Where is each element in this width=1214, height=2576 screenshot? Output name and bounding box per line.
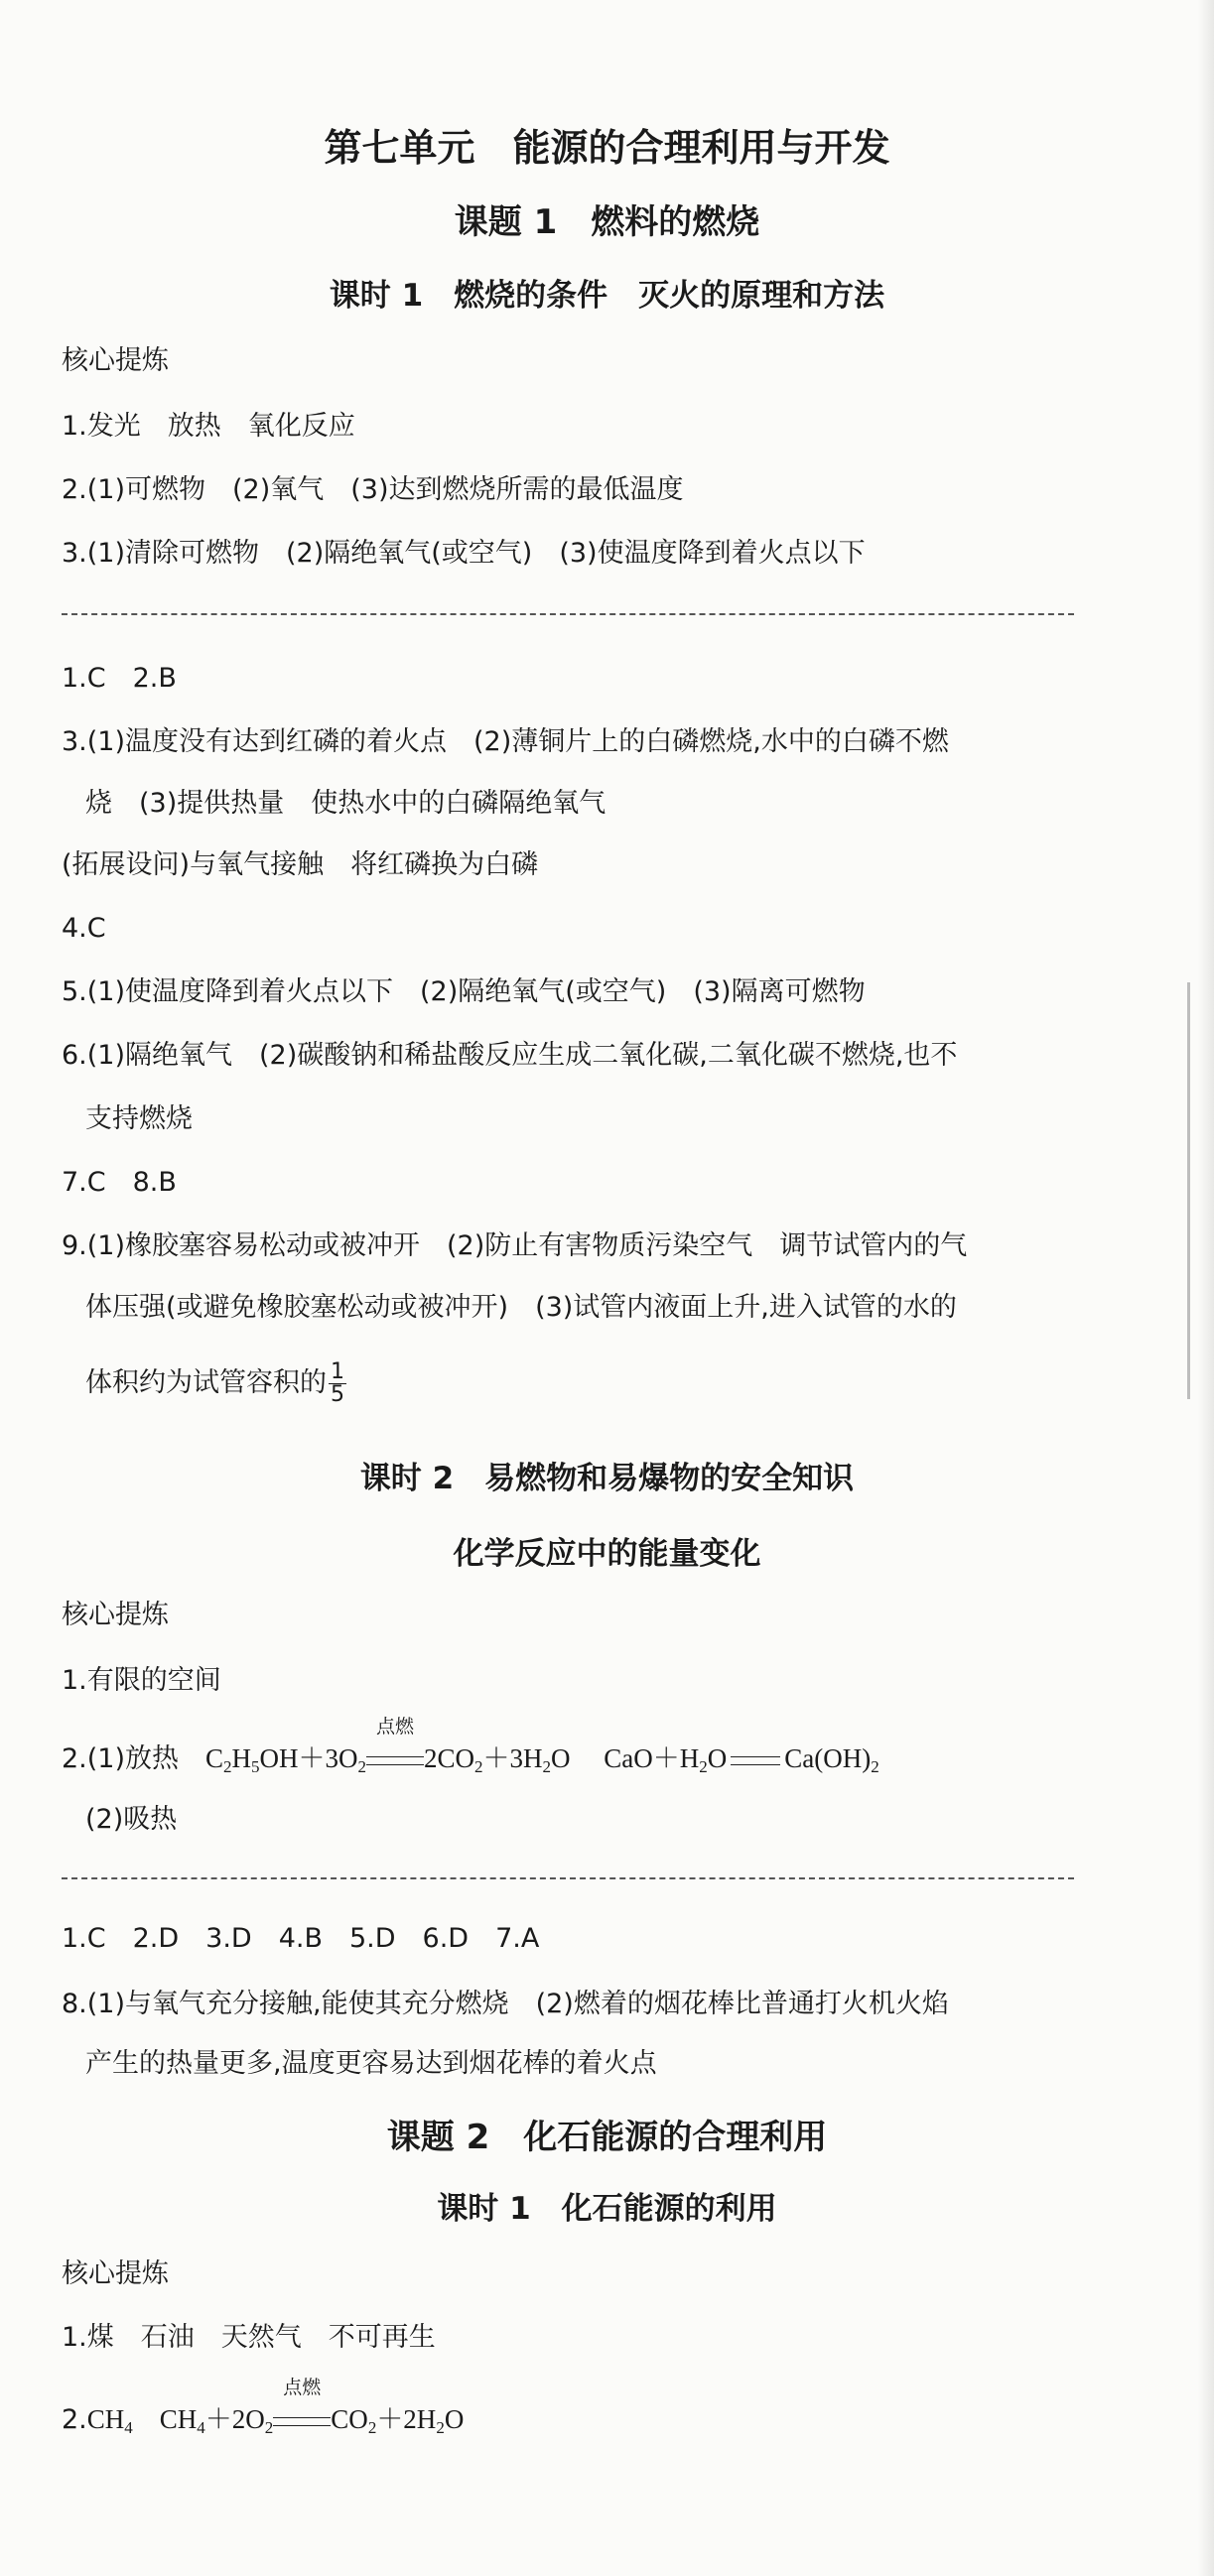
page-edge-shadow [1198,0,1214,2576]
core-label: 核心提炼 [62,345,169,376]
reaction-condition [366,1716,424,1778]
topic-1-title: 课题 1 燃料的燃烧 [454,202,760,242]
unit-title: 第七单元 能源的合理利用与开发 [324,126,890,170]
core-item: 3.(1)清除可燃物 (2)隔绝氧气(或空气) (3)使温度降到着火点以下 [62,538,866,569]
page-edge-mark [1187,982,1190,1399]
answer-line: 支持燃烧 [85,1103,193,1134]
answer-text: 体积约为试管容积的 [85,1367,327,1398]
core-item: 2.(1)可燃物 (2)氧气 (3)达到燃烧所需的最低温度 [62,474,684,505]
answer-line: 9.(1)橡胶塞容易松动或被冲开 (2)防止有害物质污染空气 调节试管内的气 [62,1230,968,1261]
answer-line: 烧 (3)提供热量 使热水中的白磷隔绝氧气 [85,788,607,819]
equal-sign [731,1756,780,1765]
core-label: 核心提炼 [62,2258,169,2289]
section-divider [62,1877,1074,1879]
lesson-3-title: 课时 1 化石能源的利用 [437,2191,777,2227]
answer-line: 1.C 2.D 3.D 4.B 5.D 6.D 7.A [62,1923,540,1954]
reaction-condition [273,2377,331,2439]
answer-line: 3.(1)温度没有达到红磷的着火点 (2)薄铜片上的白磷燃烧,水中的白磷不燃 [62,726,949,757]
core-item: (2)吸热 [85,1804,178,1835]
answer-line: 8.(1)与氧气充分接触,能使其充分燃烧 (2)燃着的烟花棒比普通打火机火焰 [62,1989,949,2019]
core-label: 核心提炼 [62,1600,169,1630]
core-item-equation: $2.CH_4$ $CH_4+2O_2$ 点燃 $CO_2+2H_2O$ [62,2377,465,2437]
answer-line: 1.C 2.B [62,663,177,694]
answer-line: 6.(1)隔绝氧气 (2)碳酸钠和稀盐酸反应生成二氧化碳,二氧化碳不燃烧,也不 [62,1040,958,1071]
section-divider [62,613,1074,615]
answer-line: 体压强(或避免橡胶塞松动或被冲开) (3)试管内液面上升,进入试管的水的 [85,1292,957,1323]
lesson-2-subtitle: 化学反应中的能量变化 [453,1536,761,1572]
condition-label: 点燃 [283,2377,322,2398]
core-item-prefix: 2. [62,2404,87,2435]
fraction-denominator: 5 [331,1382,344,1407]
lesson-2-title: 课时 2 易燃物和易爆物的安全知识 [359,1461,855,1496]
condition-label: 点燃 [376,1716,415,1738]
answer-line: 产生的热量更多,温度更容易达到烟花棒的着火点 [85,2048,657,2079]
lesson-1-title: 课时 1 燃烧的条件 灭火的原理和方法 [329,278,885,314]
answer-line: 7.C 8.B [62,1167,177,1198]
fraction-numerator: 1 [331,1359,344,1384]
answer-line: (拓展设问)与氧气接触 将红磷换为白磷 [62,849,539,880]
core-item: 1.发光 放热 氧化反应 [62,411,355,442]
answer-line: 5.(1)使温度降到着火点以下 (2)隔绝氧气(或空气) (3)隔离可燃物 [62,976,866,1007]
topic-2-title: 课题 2 化石能源的合理利用 [386,2118,828,2157]
core-item-prefix: 2.(1)放热 [62,1743,206,1774]
fraction [329,1361,346,1406]
core-item-equations: 2.(1)放热 $C_2H_5OH+3O_2$ 点燃 $2CO_2+3H_2O$ $CaO+H_2O$ $Ca(OH)_2$ [62,1716,879,1776]
answer-line: 4.C [62,913,106,944]
answer-line-with-fraction [85,1361,346,1406]
core-item: 1.有限的空间 [62,1665,221,1696]
core-item: 1.煤 石油 天然气 不可再生 [62,2322,436,2353]
